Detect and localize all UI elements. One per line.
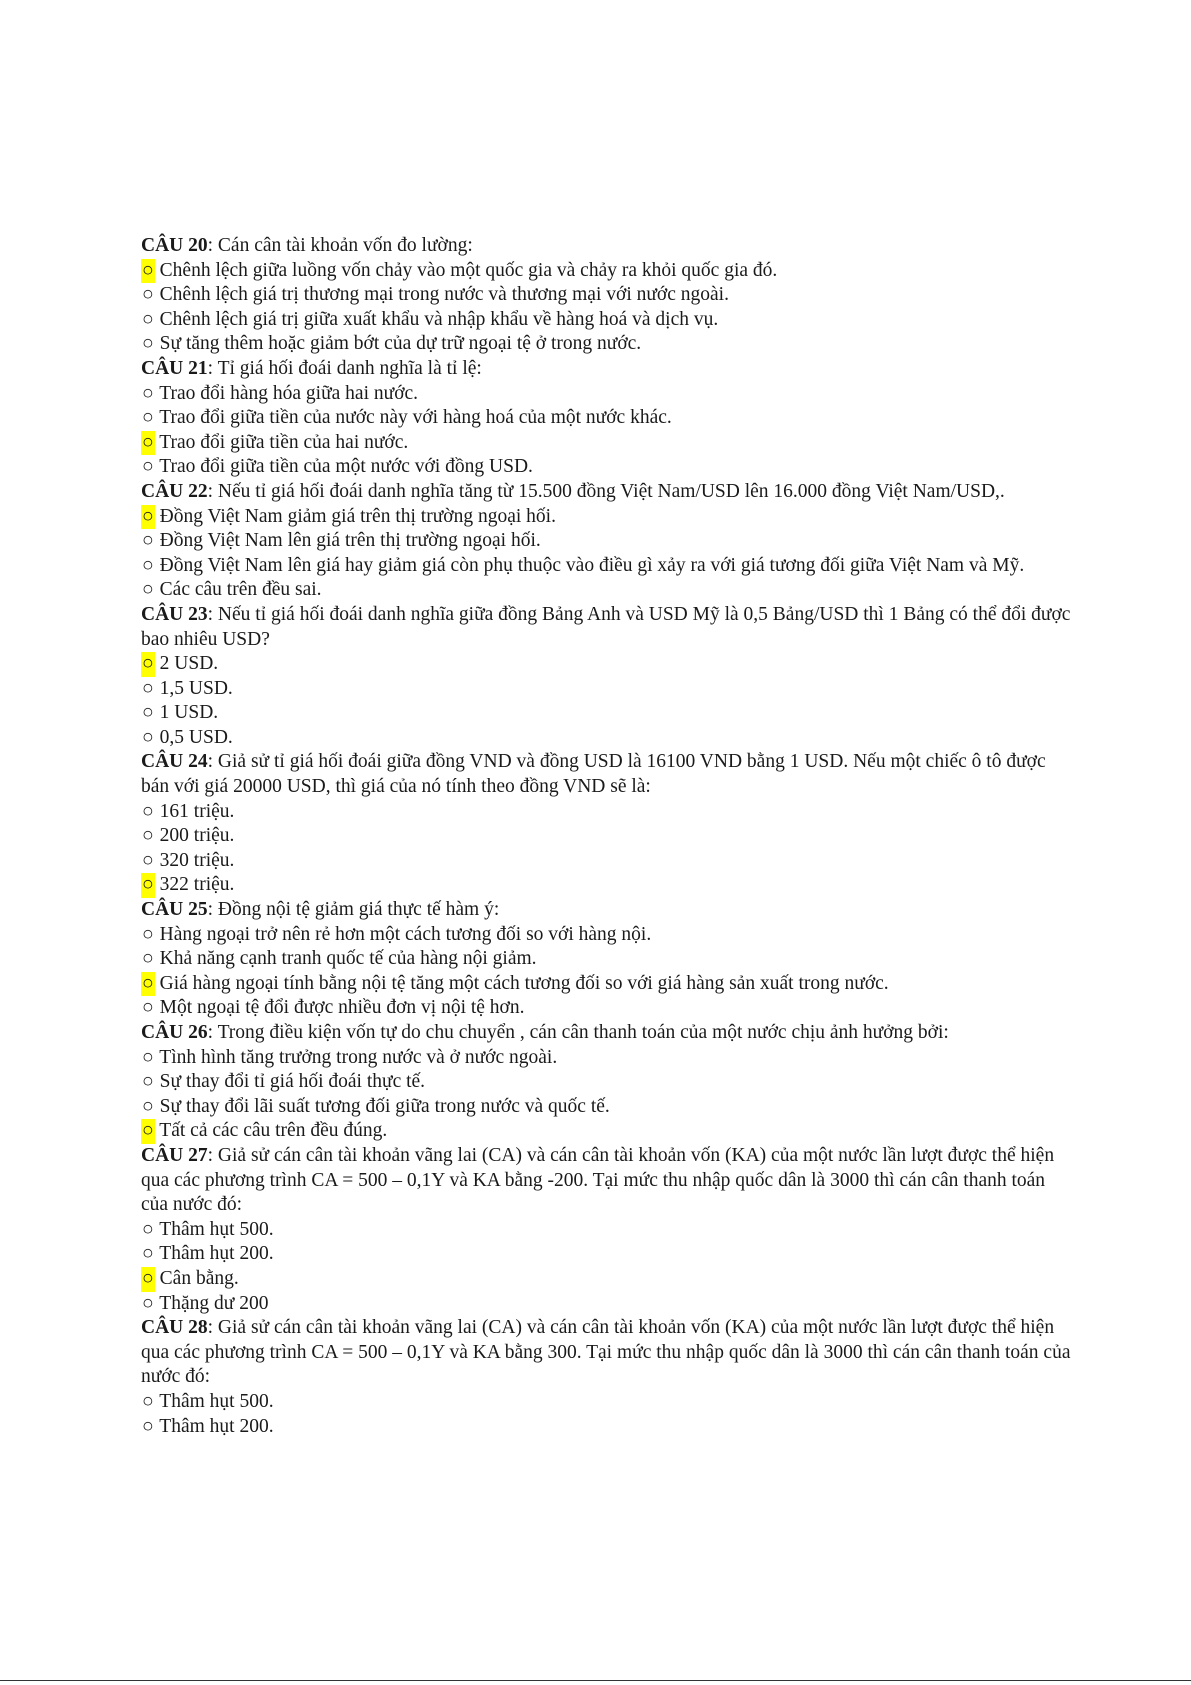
answer-option-text: Cân bằng.: [154, 1267, 239, 1289]
answer-option: [141, 1070, 1071, 1095]
answer-option-text: Trao đổi giữa tiền của hai nước.: [154, 431, 409, 453]
page-footer-rule: [0, 1680, 1191, 1681]
answer-bullet-icon: ○: [142, 1071, 154, 1093]
question-number: CÂU 26: [141, 1022, 208, 1043]
correct-answer-bullet-icon: ○: [141, 652, 155, 677]
document-body: [141, 234, 1071, 1439]
answer-option-text: Thâm hụt 200.: [154, 1415, 274, 1437]
question-number: CÂU 22: [141, 480, 208, 502]
correct-answer-bullet-icon: ○: [141, 505, 155, 530]
correct-answer-bullet-icon: ○: [141, 1119, 155, 1144]
answer-option-text: Trao đổi hàng hóa giữa hai nước.: [154, 382, 419, 404]
question-stem: : Giả sử tỉ giá hối đoái giữa đồng VND và đồng USD là 16100 VND bằng 1 USD. Nếu một chiếc ô tô được bán với giá 20000 USD, thì giá của nó tính theo đồng VND sẽ là:: [141, 751, 1046, 798]
question-heading: [141, 750, 1071, 799]
answer-option: [141, 431, 1071, 456]
question-number: CÂU 20: [141, 235, 208, 256]
answer-option-text: Chênh lệch giữa luồng vốn chảy vào một quốc gia và chảy ra khỏi quốc gia đó.: [154, 259, 778, 281]
question-stem: : Nếu tỉ giá hối đoái danh nghĩa giữa đồng Bảng Anh và USD Mỹ là 0,5 Bảng/USD thì 1 Bảng có thể đổi được bao nhiêu USD?: [141, 603, 1071, 650]
answer-option: [141, 972, 1071, 997]
answer-option-text: 320 triệu.: [154, 849, 235, 871]
answer-option-text: Trao đổi giữa tiền của nước này với hàng hoá của một nước khác.: [154, 407, 672, 429]
answer-bullet-icon: ○: [142, 1415, 154, 1437]
answer-option-text: Tất cả các câu trên đều đúng.: [154, 1120, 388, 1142]
answer-option-text: Hàng ngoại trở nên rẻ hơn một cách tương đối so với hàng nội.: [154, 923, 652, 945]
answer-bullet-icon: ○: [142, 407, 154, 429]
question-stem: : Tỉ giá hối đoái danh nghĩa là tỉ lệ:: [207, 357, 482, 379]
correct-answer-bullet-icon: ○: [141, 259, 155, 284]
answer-bullet-icon: ○: [142, 530, 154, 552]
answer-option: [141, 1119, 1071, 1144]
answer-option: [141, 677, 1071, 702]
answer-option-text: Đồng Việt Nam giảm giá trên thị trường ngoại hối.: [154, 505, 556, 527]
answer-option-text: 161 triệu.: [154, 800, 235, 822]
question-number: CÂU 25: [141, 899, 208, 921]
answer-option: [141, 554, 1071, 579]
answer-option-text: Trao đổi giữa tiền của một nước với đồng USD.: [154, 456, 533, 478]
question-heading: [141, 234, 1071, 259]
answer-option-text: Thặng dư 200: [154, 1292, 269, 1314]
correct-answer-bullet-icon: ○: [141, 972, 155, 997]
answer-bullet-icon: ○: [142, 948, 154, 970]
question-heading: [141, 480, 1071, 505]
answer-bullet-icon: ○: [142, 1095, 154, 1117]
answer-option: [141, 1415, 1071, 1440]
answer-option: [141, 701, 1071, 726]
answer-option: [141, 259, 1071, 284]
correct-answer-bullet-icon: ○: [141, 873, 155, 898]
answer-option: [141, 652, 1071, 677]
question-heading: [141, 357, 1071, 382]
answer-bullet-icon: ○: [142, 284, 154, 306]
answer-option-text: Đồng Việt Nam lên giá hay giảm giá còn phụ thuộc vào điều gì xảy ra với giá tương đối giữa Việt Nam và Mỹ.: [154, 554, 1025, 576]
question-stem: : Giả sử cán cân tài khoản vãng lai (CA) và cán cân tài khoản vốn (KA) của một nước lần lượt được thể hiện qua các phương trình CA = 500 – 0,1Y và KA bằng 300. Tại mức thu nhập quốc dân là 3000 thì cán cân thanh toán của nước đó:: [141, 1317, 1071, 1388]
answer-option: [141, 308, 1071, 333]
answer-option: [141, 578, 1071, 603]
question-number: CÂU 28: [141, 1317, 208, 1339]
answer-option-text: 0,5 USD.: [154, 726, 233, 748]
answer-option: [141, 1242, 1071, 1267]
answer-bullet-icon: ○: [142, 554, 154, 576]
question-stem: : Giả sử cán cân tài khoản vãng lai (CA) và cán cân tài khoản vốn (KA) của một nước lần lượt được thể hiện qua các phương trình CA = 500 – 0,1Y và KA bằng -200. Tại mức thu nhập quốc dân là 3000 thì cán cân thanh toán của nước đó:: [141, 1144, 1055, 1216]
question-heading: [141, 603, 1071, 652]
answer-option-text: Sự thay đổi tỉ giá hối đoái thực tế.: [154, 1071, 426, 1093]
answer-bullet-icon: ○: [142, 825, 154, 847]
answer-option-text: 1 USD.: [154, 702, 219, 724]
answer-option: [141, 996, 1071, 1021]
answer-bullet-icon: ○: [142, 308, 154, 330]
answer-option-text: 1,5 USD.: [154, 677, 233, 699]
answer-option-text: Một ngoại tệ đổi được nhiều đơn vị nội tệ hơn.: [154, 997, 525, 1019]
answer-option: [141, 873, 1071, 898]
answer-option: [141, 1390, 1071, 1415]
question-heading: [141, 1316, 1071, 1390]
answer-option: [141, 923, 1071, 948]
answer-option: [141, 824, 1071, 849]
answer-bullet-icon: ○: [142, 702, 154, 724]
answer-option-text: Đồng Việt Nam lên giá trên thị trường ngoại hối.: [154, 530, 541, 552]
answer-option-text: Sự thay đổi lãi suất tương đối giữa trong nước và quốc tế.: [154, 1095, 610, 1117]
answer-option-text: Thâm hụt 500.: [154, 1218, 274, 1240]
correct-answer-bullet-icon: ○: [141, 1267, 155, 1292]
answer-bullet-icon: ○: [142, 800, 154, 822]
answer-option: [141, 726, 1071, 751]
question-stem: : Cán cân tài khoản vốn đo lường:: [207, 235, 473, 256]
answer-option: [141, 849, 1071, 874]
answer-option-text: Tình hình tăng trưởng trong nước và ở nước ngoài.: [154, 1046, 558, 1068]
answer-option-text: Chênh lệch giá trị giữa xuất khẩu và nhập khẩu về hàng hoá và dịch vụ.: [154, 308, 719, 330]
question-heading: [141, 1144, 1071, 1218]
answer-bullet-icon: ○: [142, 726, 154, 748]
answer-option-text: 200 triệu.: [154, 825, 235, 847]
question-number: CÂU 23: [141, 603, 208, 625]
answer-bullet-icon: ○: [142, 1218, 154, 1240]
answer-option: [141, 947, 1071, 972]
answer-option: [141, 1267, 1071, 1292]
answer-bullet-icon: ○: [142, 923, 154, 945]
answer-bullet-icon: ○: [142, 997, 154, 1019]
answer-option-text: Chênh lệch giá trị thương mại trong nước và thương mại với nước ngoài.: [154, 284, 729, 306]
question-stem: : Nếu tỉ giá hối đoái danh nghĩa tăng từ 15.500 đồng Việt Nam/USD lên 16.000 đồng Việt Nam/USD,.: [207, 480, 1005, 502]
answer-bullet-icon: ○: [142, 1292, 154, 1314]
answer-bullet-icon: ○: [142, 333, 154, 355]
question-stem: : Trong điều kiện vốn tự do chu chuyển , cán cân thanh toán của một nước chịu ảnh hưởng bởi:: [207, 1022, 949, 1043]
question-number: CÂU 21: [141, 357, 208, 379]
answer-option-text: 2 USD.: [154, 653, 219, 675]
answer-option-text: Thâm hụt 500.: [154, 1390, 274, 1412]
answer-option: [141, 406, 1071, 431]
question-number: CÂU 27: [141, 1144, 208, 1166]
answer-bullet-icon: ○: [142, 382, 154, 404]
question-number: CÂU 24: [141, 751, 208, 773]
answer-option: [141, 283, 1071, 308]
answer-option: [141, 529, 1071, 554]
answer-option: [141, 1292, 1071, 1317]
answer-option-text: Khả năng cạnh tranh quốc tế của hàng nội giảm.: [154, 948, 537, 970]
answer-option-text: 322 triệu.: [154, 874, 235, 896]
question-heading: [141, 1021, 1071, 1046]
correct-answer-bullet-icon: ○: [141, 431, 155, 456]
answer-option: [141, 505, 1071, 530]
answer-option-text: Giá hàng ngoại tính bằng nội tệ tăng một cách tương đối so với giá hàng sản xuất trong nước.: [154, 972, 889, 994]
answer-bullet-icon: ○: [142, 456, 154, 478]
answer-option: [141, 800, 1071, 825]
answer-option: [141, 1218, 1071, 1243]
question-heading: [141, 898, 1071, 923]
answer-bullet-icon: ○: [142, 579, 154, 601]
answer-option-text: Các câu trên đều sai.: [154, 579, 322, 601]
answer-bullet-icon: ○: [142, 849, 154, 871]
answer-bullet-icon: ○: [142, 1243, 154, 1265]
answer-option: [141, 1095, 1071, 1120]
answer-bullet-icon: ○: [142, 1046, 154, 1068]
answer-option-text: Thâm hụt 200.: [154, 1243, 274, 1265]
answer-option: [141, 455, 1071, 480]
answer-option-text: Sự tăng thêm hoặc giảm bớt của dự trữ ngoại tệ ở trong nước.: [154, 333, 642, 355]
question-stem: : Đồng nội tệ giảm giá thực tế hàm ý:: [207, 899, 500, 921]
answer-option: [141, 1046, 1071, 1071]
answer-bullet-icon: ○: [142, 677, 154, 699]
answer-option: [141, 332, 1071, 357]
answer-option: [141, 382, 1071, 407]
answer-bullet-icon: ○: [142, 1390, 154, 1412]
